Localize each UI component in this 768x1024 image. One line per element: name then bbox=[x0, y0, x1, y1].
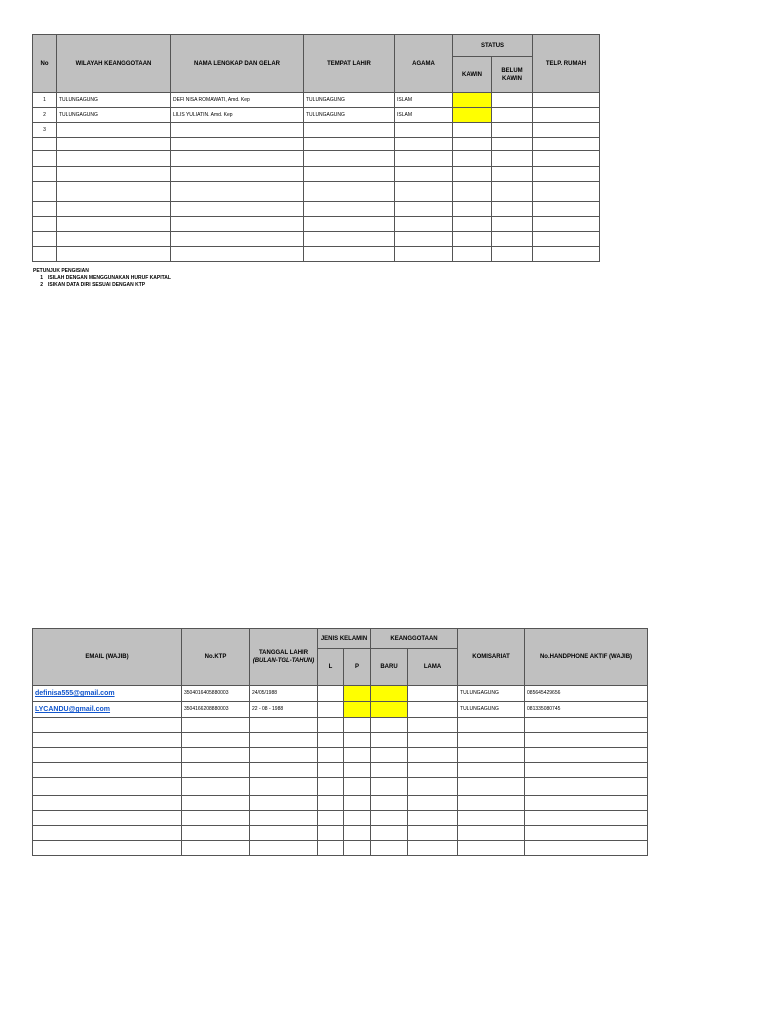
empty-cell[interactable] bbox=[458, 763, 525, 778]
header-nama: NAMA LENGKAP DAN GELAR bbox=[171, 35, 304, 93]
empty-cell[interactable] bbox=[533, 232, 600, 247]
empty-cell[interactable] bbox=[453, 151, 492, 167]
empty-cell[interactable] bbox=[250, 841, 318, 856]
empty-cell[interactable] bbox=[33, 748, 182, 763]
cell-nama[interactable] bbox=[171, 123, 304, 138]
empty-cell[interactable] bbox=[453, 202, 492, 217]
header-tanggal-lahir bbox=[250, 629, 318, 686]
empty-cell[interactable] bbox=[453, 247, 492, 262]
empty-cell[interactable] bbox=[344, 778, 371, 796]
empty-cell[interactable] bbox=[182, 748, 250, 763]
header-komisariat: KOMISARIAT bbox=[458, 629, 525, 686]
cell-belum-kawin[interactable] bbox=[492, 108, 533, 123]
cell-lama[interactable] bbox=[408, 686, 458, 702]
empty-cell[interactable] bbox=[525, 718, 648, 733]
instruction-item bbox=[33, 282, 171, 289]
table-row bbox=[33, 702, 648, 718]
empty-cell[interactable] bbox=[395, 182, 453, 202]
empty-cell[interactable] bbox=[525, 733, 648, 748]
empty-cell[interactable] bbox=[33, 778, 182, 796]
empty-cell[interactable] bbox=[458, 733, 525, 748]
empty-cell[interactable] bbox=[33, 232, 57, 247]
empty-cell[interactable] bbox=[371, 718, 408, 733]
empty-cell[interactable] bbox=[250, 811, 318, 826]
header-email: EMAIL (WAJIB) bbox=[33, 629, 182, 686]
cell-tempat-lahir[interactable]: TULUNGAGUNG bbox=[304, 108, 395, 123]
empty-cell[interactable] bbox=[304, 217, 395, 232]
header-keanggotaan: KEANGGOTAAN bbox=[371, 629, 458, 649]
empty-cell[interactable] bbox=[458, 811, 525, 826]
empty-cell[interactable] bbox=[318, 811, 344, 826]
cell-no[interactable]: 3 bbox=[33, 123, 57, 138]
cell-tanggal-lahir[interactable]: 24/05/1988 bbox=[250, 686, 318, 702]
cell-agama[interactable]: ISLAM bbox=[395, 108, 453, 123]
cell-no[interactable]: 1 bbox=[33, 93, 57, 108]
empty-cell[interactable] bbox=[33, 796, 182, 811]
empty-cell[interactable] bbox=[33, 202, 57, 217]
header-kawin: KAWIN bbox=[453, 57, 492, 93]
header-tempat-lahir: TEMPAT LAHIR bbox=[304, 35, 395, 93]
table-row bbox=[33, 841, 648, 856]
empty-cell[interactable] bbox=[57, 167, 171, 182]
empty-cell[interactable] bbox=[171, 151, 304, 167]
table-row bbox=[33, 796, 648, 811]
table-row bbox=[33, 686, 648, 702]
empty-cell[interactable] bbox=[533, 167, 600, 182]
instruction-text: ISIKAN DATA DIRI SESUAI DENGAN KTP bbox=[48, 282, 146, 288]
header-agama: AGAMA bbox=[395, 35, 453, 93]
empty-cell[interactable] bbox=[304, 167, 395, 182]
empty-cell[interactable] bbox=[182, 826, 250, 841]
empty-cell[interactable] bbox=[250, 733, 318, 748]
empty-cell[interactable] bbox=[344, 826, 371, 841]
cell-komisariat[interactable]: TULUNGAGUNG bbox=[458, 702, 525, 718]
empty-cell[interactable] bbox=[371, 841, 408, 856]
empty-cell[interactable] bbox=[525, 748, 648, 763]
empty-cell[interactable] bbox=[171, 202, 304, 217]
empty-cell[interactable] bbox=[33, 167, 57, 182]
empty-cell[interactable] bbox=[182, 778, 250, 796]
empty-cell[interactable] bbox=[395, 138, 453, 151]
empty-cell[interactable] bbox=[344, 718, 371, 733]
empty-cell[interactable] bbox=[525, 763, 648, 778]
empty-cell[interactable] bbox=[344, 811, 371, 826]
empty-cell[interactable] bbox=[525, 826, 648, 841]
cell-handphone[interactable]: 081335080745 bbox=[525, 702, 648, 718]
empty-cell[interactable] bbox=[533, 138, 600, 151]
cell-wilayah[interactable]: TULUNGAGUNG bbox=[57, 108, 171, 123]
empty-cell[interactable] bbox=[371, 748, 408, 763]
cell-email[interactable]: definisa555@gmail.com bbox=[33, 686, 182, 702]
empty-cell[interactable] bbox=[533, 182, 600, 202]
header-wilayah: WILAYAH KEANGGOTAAN bbox=[57, 35, 171, 93]
cell-l[interactable] bbox=[318, 702, 344, 718]
empty-cell[interactable] bbox=[318, 718, 344, 733]
empty-cell[interactable] bbox=[250, 778, 318, 796]
empty-cell[interactable] bbox=[33, 841, 182, 856]
cell-handphone[interactable]: 085645429656 bbox=[525, 686, 648, 702]
empty-cell[interactable] bbox=[525, 778, 648, 796]
empty-cell[interactable] bbox=[171, 217, 304, 232]
empty-cell[interactable] bbox=[304, 202, 395, 217]
empty-cell[interactable] bbox=[57, 232, 171, 247]
cell-belum-kawin[interactable] bbox=[492, 93, 533, 108]
cell-p[interactable] bbox=[344, 686, 371, 702]
empty-cell[interactable] bbox=[318, 763, 344, 778]
cell-lama[interactable] bbox=[408, 702, 458, 718]
empty-cell[interactable] bbox=[492, 202, 533, 217]
filling-instructions bbox=[33, 268, 171, 289]
cell-kawin[interactable] bbox=[453, 108, 492, 123]
cell-nama[interactable]: DEFI NISA ROMAWATI, Amd. Kep bbox=[171, 93, 304, 108]
table-row bbox=[33, 811, 648, 826]
table-row bbox=[33, 748, 648, 763]
table-row bbox=[33, 247, 600, 262]
instruction-number: 1 bbox=[40, 275, 43, 281]
empty-cell[interactable] bbox=[492, 167, 533, 182]
empty-cell[interactable] bbox=[250, 826, 318, 841]
empty-cell[interactable] bbox=[344, 796, 371, 811]
empty-cell[interactable] bbox=[57, 217, 171, 232]
empty-cell[interactable] bbox=[33, 138, 57, 151]
header-telp: TELP. RUMAH bbox=[533, 35, 600, 93]
cell-baru[interactable] bbox=[371, 686, 408, 702]
empty-cell[interactable] bbox=[533, 202, 600, 217]
empty-cell[interactable] bbox=[182, 841, 250, 856]
empty-cell[interactable] bbox=[33, 217, 57, 232]
table-row bbox=[33, 217, 600, 232]
empty-cell[interactable] bbox=[182, 811, 250, 826]
empty-cell[interactable] bbox=[304, 232, 395, 247]
empty-cell[interactable] bbox=[250, 763, 318, 778]
cell-agama[interactable] bbox=[395, 123, 453, 138]
empty-cell[interactable] bbox=[344, 763, 371, 778]
empty-cell[interactable] bbox=[33, 763, 182, 778]
cell-wilayah[interactable]: TULUNGAGUNG bbox=[57, 93, 171, 108]
empty-cell[interactable] bbox=[171, 247, 304, 262]
empty-cell[interactable] bbox=[453, 138, 492, 151]
empty-cell[interactable] bbox=[250, 718, 318, 733]
contact-data-table bbox=[32, 628, 648, 856]
empty-cell[interactable] bbox=[408, 748, 458, 763]
empty-cell[interactable] bbox=[318, 778, 344, 796]
empty-cell[interactable] bbox=[408, 826, 458, 841]
table-row bbox=[33, 123, 600, 138]
empty-cell[interactable] bbox=[525, 796, 648, 811]
cell-ktp[interactable]: 3504166208880003 bbox=[182, 702, 250, 718]
empty-cell[interactable] bbox=[57, 151, 171, 167]
table-row bbox=[33, 108, 600, 123]
empty-cell[interactable] bbox=[453, 217, 492, 232]
empty-cell[interactable] bbox=[344, 841, 371, 856]
header-l: L bbox=[318, 649, 344, 686]
cell-p[interactable] bbox=[344, 702, 371, 718]
table-row bbox=[33, 138, 600, 151]
instruction-item bbox=[33, 275, 171, 282]
empty-cell[interactable] bbox=[492, 151, 533, 167]
empty-cell[interactable] bbox=[395, 247, 453, 262]
empty-cell[interactable] bbox=[171, 182, 304, 202]
table-row bbox=[33, 151, 600, 167]
empty-cell[interactable] bbox=[33, 151, 57, 167]
empty-cell[interactable] bbox=[408, 778, 458, 796]
cell-komisariat[interactable]: TULUNGAGUNG bbox=[458, 686, 525, 702]
table-row bbox=[33, 167, 600, 182]
empty-cell[interactable] bbox=[57, 247, 171, 262]
empty-cell[interactable] bbox=[458, 718, 525, 733]
empty-cell[interactable] bbox=[171, 167, 304, 182]
empty-cell[interactable] bbox=[525, 811, 648, 826]
cell-telp[interactable] bbox=[533, 93, 600, 108]
cell-kawin[interactable] bbox=[453, 93, 492, 108]
empty-cell[interactable] bbox=[492, 217, 533, 232]
cell-belum-kawin[interactable] bbox=[492, 123, 533, 138]
empty-cell[interactable] bbox=[453, 182, 492, 202]
empty-cell[interactable] bbox=[395, 202, 453, 217]
empty-cell[interactable] bbox=[395, 217, 453, 232]
empty-cell[interactable] bbox=[33, 826, 182, 841]
table-row bbox=[33, 763, 648, 778]
empty-cell[interactable] bbox=[318, 841, 344, 856]
header-lama: LAMA bbox=[408, 649, 458, 686]
empty-cell[interactable] bbox=[33, 733, 182, 748]
table-row bbox=[33, 202, 600, 217]
empty-cell[interactable] bbox=[525, 841, 648, 856]
cell-l[interactable] bbox=[318, 686, 344, 702]
empty-cell[interactable] bbox=[318, 748, 344, 763]
cell-tempat-lahir[interactable]: TULUNGAGUNG bbox=[304, 93, 395, 108]
empty-cell[interactable] bbox=[371, 763, 408, 778]
empty-cell[interactable] bbox=[33, 182, 57, 202]
empty-cell[interactable] bbox=[533, 217, 600, 232]
empty-cell[interactable] bbox=[182, 763, 250, 778]
empty-cell[interactable] bbox=[408, 811, 458, 826]
empty-cell[interactable] bbox=[318, 826, 344, 841]
cell-ktp[interactable]: 3504016405880003 bbox=[182, 686, 250, 702]
empty-cell[interactable] bbox=[371, 778, 408, 796]
empty-cell[interactable] bbox=[57, 138, 171, 151]
header-baru: BARU bbox=[371, 649, 408, 686]
cell-kawin[interactable] bbox=[453, 123, 492, 138]
empty-cell[interactable] bbox=[33, 718, 182, 733]
header-belum-kawin: BELUM KAWIN bbox=[492, 57, 533, 93]
cell-telp[interactable] bbox=[533, 108, 600, 123]
empty-cell[interactable] bbox=[33, 247, 57, 262]
table-row bbox=[33, 93, 600, 108]
empty-cell[interactable] bbox=[492, 232, 533, 247]
empty-cell[interactable] bbox=[408, 841, 458, 856]
instruction-number: 2 bbox=[40, 282, 43, 288]
empty-cell[interactable] bbox=[492, 138, 533, 151]
empty-cell[interactable] bbox=[395, 232, 453, 247]
empty-cell[interactable] bbox=[453, 167, 492, 182]
empty-cell[interactable] bbox=[458, 748, 525, 763]
empty-cell[interactable] bbox=[458, 841, 525, 856]
empty-cell[interactable] bbox=[57, 202, 171, 217]
empty-cell[interactable] bbox=[408, 733, 458, 748]
header-p: P bbox=[344, 649, 371, 686]
cell-baru[interactable] bbox=[371, 702, 408, 718]
empty-cell[interactable] bbox=[533, 247, 600, 262]
cell-telp[interactable] bbox=[533, 123, 600, 138]
table-row bbox=[33, 718, 648, 733]
cell-nama[interactable]: LILIS YULIATIN. Amd. Kep bbox=[171, 108, 304, 123]
cell-no[interactable]: 2 bbox=[33, 108, 57, 123]
table-row bbox=[33, 182, 600, 202]
empty-cell[interactable] bbox=[458, 796, 525, 811]
empty-cell[interactable] bbox=[408, 796, 458, 811]
empty-cell[interactable] bbox=[533, 151, 600, 167]
empty-cell[interactable] bbox=[171, 138, 304, 151]
header-ktp: No.KTP bbox=[182, 629, 250, 686]
empty-cell[interactable] bbox=[344, 748, 371, 763]
empty-cell[interactable] bbox=[395, 167, 453, 182]
instructions-title: PETUNJUK PENGISIAN bbox=[33, 268, 89, 274]
empty-cell[interactable] bbox=[458, 826, 525, 841]
header-tanggal-lahir-format: (BULAN-TGL-TAHUN) bbox=[252, 658, 315, 664]
empty-cell[interactable] bbox=[304, 151, 395, 167]
member-data-table bbox=[32, 34, 600, 262]
instruction-text: ISILAH DENGAN MENGGUNAKAN HURUF KAPITAL bbox=[48, 275, 171, 281]
table-row bbox=[33, 778, 648, 796]
empty-cell[interactable] bbox=[408, 763, 458, 778]
empty-cell[interactable] bbox=[304, 182, 395, 202]
cell-tempat-lahir[interactable] bbox=[304, 123, 395, 138]
empty-cell[interactable] bbox=[250, 796, 318, 811]
header-jenis-kelamin: JENIS KELAMIN bbox=[318, 629, 371, 649]
empty-cell[interactable] bbox=[458, 778, 525, 796]
empty-cell[interactable] bbox=[182, 718, 250, 733]
header-handphone: No.HANDPHONE AKTIF (WAJIB) bbox=[525, 629, 648, 686]
empty-cell[interactable] bbox=[408, 718, 458, 733]
empty-cell[interactable] bbox=[304, 247, 395, 262]
cell-email[interactable]: LYCANDU@gmail.com bbox=[33, 702, 182, 718]
table-row bbox=[33, 826, 648, 841]
empty-cell[interactable] bbox=[371, 811, 408, 826]
empty-cell[interactable] bbox=[304, 138, 395, 151]
header-status: STATUS bbox=[453, 35, 533, 57]
table-row bbox=[33, 232, 600, 247]
empty-cell[interactable] bbox=[453, 232, 492, 247]
empty-cell[interactable] bbox=[171, 232, 304, 247]
empty-cell[interactable] bbox=[371, 796, 408, 811]
table-row bbox=[33, 733, 648, 748]
empty-cell[interactable] bbox=[492, 247, 533, 262]
empty-cell[interactable] bbox=[57, 182, 171, 202]
empty-cell[interactable] bbox=[492, 182, 533, 202]
empty-cell[interactable] bbox=[318, 733, 344, 748]
empty-cell[interactable] bbox=[33, 811, 182, 826]
cell-wilayah[interactable] bbox=[57, 123, 171, 138]
empty-cell[interactable] bbox=[318, 796, 344, 811]
empty-cell[interactable] bbox=[344, 733, 371, 748]
header-tanggal-lahir-label: TANGGAL LAHIR bbox=[258, 650, 309, 656]
empty-cell[interactable] bbox=[182, 796, 250, 811]
header-no: No bbox=[33, 35, 57, 93]
empty-cell[interactable] bbox=[371, 826, 408, 841]
empty-cell[interactable] bbox=[371, 733, 408, 748]
cell-agama[interactable]: ISLAM bbox=[395, 93, 453, 108]
empty-cell[interactable] bbox=[250, 748, 318, 763]
empty-cell[interactable] bbox=[182, 733, 250, 748]
cell-tanggal-lahir[interactable]: 22 - 08 - 1988 bbox=[250, 702, 318, 718]
empty-cell[interactable] bbox=[395, 151, 453, 167]
